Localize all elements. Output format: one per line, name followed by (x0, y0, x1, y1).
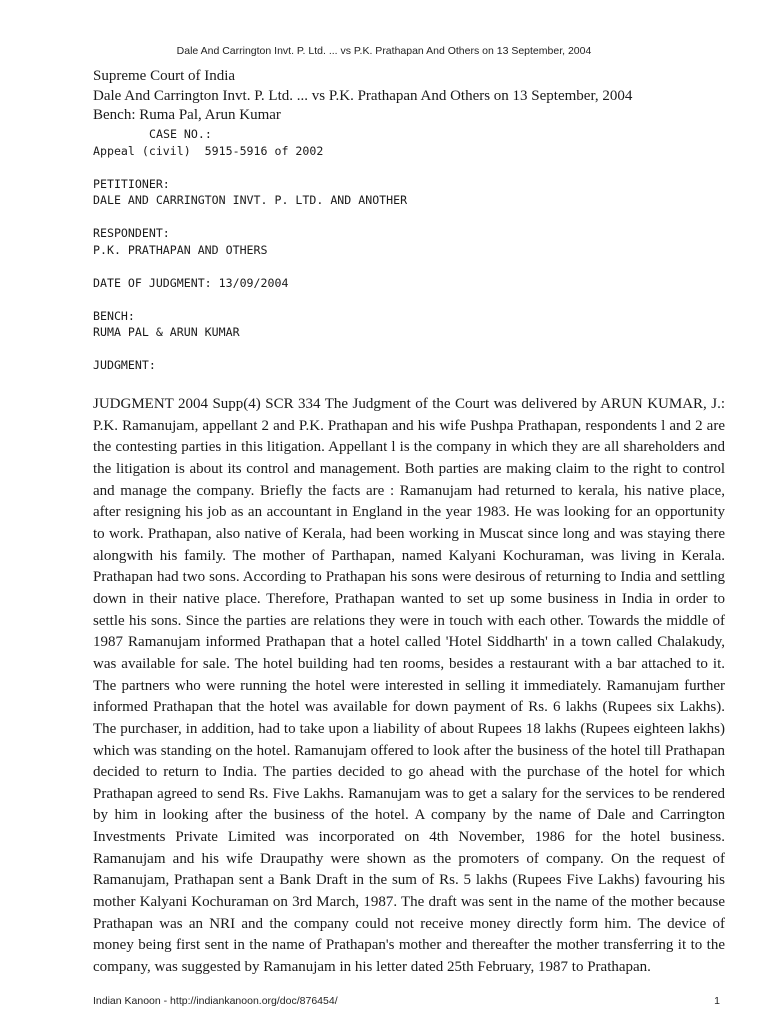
petitioner-value: DALE AND CARRINGTON INVT. P. LTD. AND ANOTHER (93, 193, 408, 207)
court-name: Supreme Court of India (93, 68, 236, 84)
petitioner-label: PETITIONER: (93, 176, 170, 191)
footer-source[interactable]: Indian Kanoon - http://indiankanoon.org/doc/876454/ (93, 995, 338, 1007)
judgment-label: JUDGMENT: (93, 358, 156, 372)
document-header (93, 67, 725, 126)
respondent-value: P.K. PRATHAPAN AND OTHERS (93, 242, 268, 257)
judgment-date: DATE OF JUDGMENT: 13/09/2004 (93, 275, 289, 290)
bench-line: Bench: Ruma Pal, Arun Kumar (93, 107, 281, 123)
judgment-body (93, 394, 725, 979)
case-no-value: Appeal (civil) 5915-5916 of 2002 (93, 143, 324, 158)
bench-value: RUMA PAL & ARUN KUMAR (93, 325, 240, 339)
running-header: Dale And Carrington Invt. P. Ltd. ... vs P.K. Prathapan And Others on 13 September, 2004 (176, 45, 592, 57)
bench-label: BENCH: (93, 308, 135, 323)
case-title: Dale And Carrington Invt. P. Ltd. ... vs P.K. Prathapan And Others on 13 September, 2004 (93, 87, 633, 104)
page-number: 1 (714, 995, 720, 1007)
case-no-label: CASE NO.: (149, 127, 212, 141)
judgment-paragraph: JUDGMENT 2004 Supp(4) SCR 334 The Judgment of the Court was delivered by ARUN KUMAR, J.: P.K. Ramanujam, appellant 2 and P.K. Prathapan and his wife Pushpa Prathapan, respondents l and 2 are the contesting parties in this litigation. Appellant l is the company in which they are all shareholders and the litigation is about its control and management. Both parties are making claim to the right to control and manage the company. Briefly the facts are : Ramanujam had returned to kerala, his native place, after resigning his job as an accountant in England in the year 1983. He was looking for an opportunity to work. Prathapan, also native of Kerala, had been working in Muscat since long and was staying there alongwith his family. The mother of Parthapan, named Kalyani Kochuraman, was living in Kerala. Prathapan had two sons. According to Prathapan his sons were desirous of returning to India and settling down in their native place. Therefore, Prathapan wanted to set up some business in India in order to settle his sons. Since the parties are relations they were in touch with each other. Towards the middle of 1987 Ramanujam informed Prathapan that a hotel called 'Hotel Siddharth' in a town called Chalakudy, was available for sale. The hotel building had ten rooms, besides a restaurant with a bar attached to it. The partners who were running the hotel were interested in selling it immediately. Ramanujam further informed Prathapan that the hotel was available for down payment of Rs. 6 lakhs (Rupees six Lakhs). The purchaser, in addition, had to take upon a liability of about Rupees 18 lakhs (Rupees eighteen lakhs) which was standing on the hotel. Ramanujam offered to look after the business of the hotel till Prathapan decided to return to India. The parties decided to go ahead with the purchase of the hotel for which Prathapan agreed to send Rs. Five Lakhs. Ramanujam was to get a salary for the services to be rendered by him in looking after the business of the hotel. A company by the name of Dale and Carrington Investments Private Limited was incorporated on 4th November, 1986 for the hotel business. Ramanujam and his wife Draupathy were shown as the promoters of company. On the request of Ramanujam, Prathapan sent a Bank Draft in the sum of Rs. 5 lakhs (Rupees Five Lakhs) favouring his mother Kalyani Kochuraman on 3rd March, 1987. The draft was sent in the name of the mother because Prathapan was an NRI and the company could not receive money directly form him. The device of money being first sent in the name of Prathapan's mother and thereafter the mother transferring it to the company, was suggested by Ramanujam in his letter dated 25th February, 1987 to Prathapan. (93, 396, 725, 976)
case-info (93, 126, 725, 374)
respondent-label: RESPONDENT: (93, 226, 170, 240)
